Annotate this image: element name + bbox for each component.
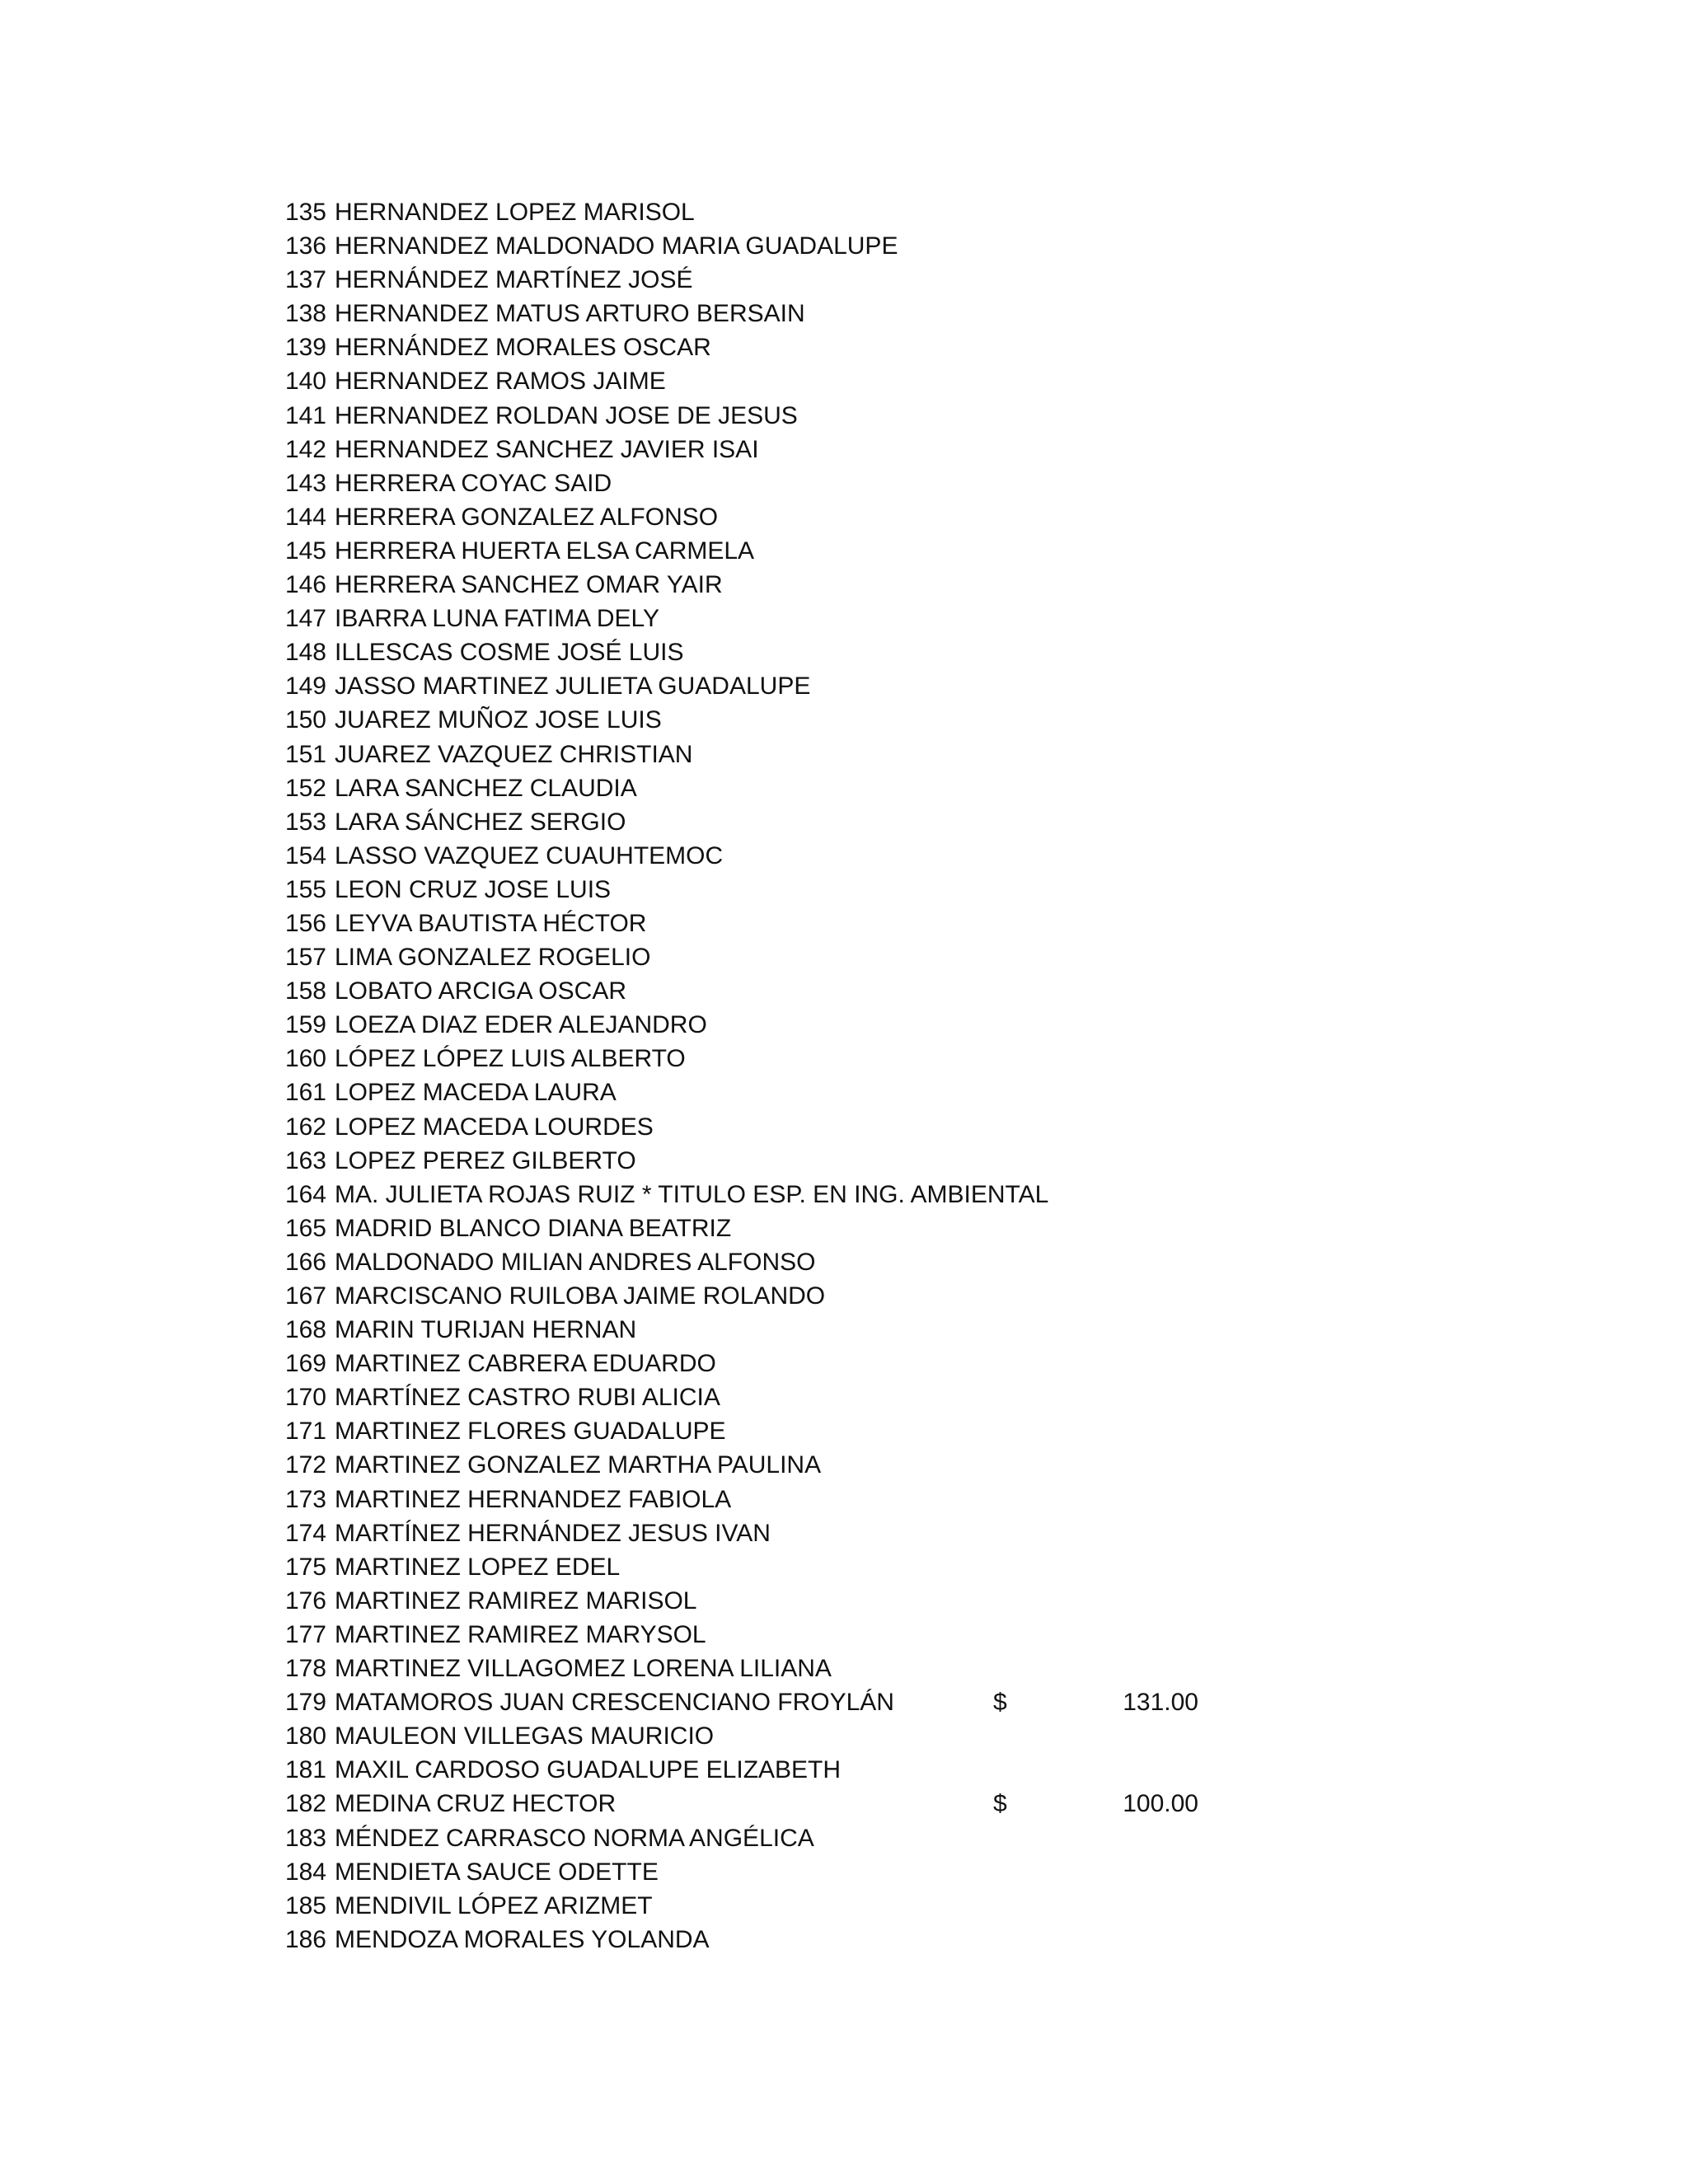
- row-name: HERRERA HUERTA ELSA CARMELA: [335, 537, 755, 565]
- list-item: [275, 229, 1264, 263]
- name-list: [275, 195, 1264, 1957]
- row-number: 163: [284, 1146, 326, 1174]
- row-number: 168: [284, 1316, 326, 1344]
- list-item: [275, 940, 1264, 974]
- row-number: 176: [284, 1586, 326, 1615]
- list-item: [275, 466, 1264, 500]
- list-item: [275, 195, 1264, 229]
- row-name: MADRID BLANCO DIANA BEATRIZ: [335, 1214, 732, 1242]
- row-number: 161: [284, 1079, 326, 1107]
- row-number: 144: [284, 503, 326, 531]
- row-name: MEDINA CRUZ HECTOR: [335, 1790, 617, 1818]
- row-name: MÉNDEZ CARRASCO NORMA ANGÉLICA: [335, 1824, 814, 1852]
- list-item: [275, 364, 1264, 398]
- row-name: LOBATO ARCIGA OSCAR: [335, 977, 626, 1005]
- list-item: [275, 771, 1264, 805]
- list-item: [275, 1313, 1264, 1347]
- row-number: 158: [284, 977, 326, 1005]
- row-name: MARTINEZ RAMIREZ MARISOL: [335, 1586, 697, 1615]
- row-number: 146: [284, 571, 326, 599]
- row-number: 164: [284, 1180, 326, 1208]
- row-number: 178: [284, 1655, 326, 1683]
- row-name: MENDIETA SAUCE ODETTE: [335, 1858, 659, 1886]
- row-name: LASSO VAZQUEZ CUAUHTEMOC: [335, 841, 724, 869]
- row-number: 138: [284, 300, 326, 328]
- row-name: MATAMOROS JUAN CRESCENCIANO FROYLÁN: [335, 1689, 894, 1717]
- row-number: 160: [284, 1045, 326, 1073]
- row-number: 147: [284, 605, 326, 633]
- row-name: HERNÁNDEZ MORALES OSCAR: [335, 334, 711, 362]
- list-item: [275, 1347, 1264, 1380]
- list-item: [275, 1110, 1264, 1144]
- row-number: 150: [284, 706, 326, 734]
- row-number: 137: [284, 266, 326, 294]
- row-number: 151: [284, 740, 326, 768]
- row-number: 154: [284, 841, 326, 869]
- list-item: [275, 873, 1264, 907]
- row-name: MARTINEZ FLORES GUADALUPE: [335, 1418, 726, 1446]
- list-item: [275, 433, 1264, 466]
- row-name: MARTINEZ VILLAGOMEZ LORENA LILIANA: [335, 1655, 832, 1683]
- row-name: LIMA GONZALEZ ROGELIO: [335, 944, 651, 972]
- list-item: [275, 1855, 1264, 1889]
- row-number: 143: [284, 469, 326, 497]
- list-item: [275, 1923, 1264, 1957]
- list-item: [275, 1719, 1264, 1753]
- row-name: LEON CRUZ JOSE LUIS: [335, 875, 612, 903]
- row-number: 152: [284, 774, 326, 802]
- row-number: 156: [284, 909, 326, 937]
- row-name: MARTINEZ GONZALEZ MARTHA PAULINA: [335, 1451, 822, 1479]
- row-number: 171: [284, 1418, 326, 1446]
- row-name: LOPEZ PEREZ GILBERTO: [335, 1146, 636, 1174]
- list-item: [275, 805, 1264, 839]
- row-number: 139: [284, 334, 326, 362]
- row-name: HERNANDEZ ROLDAN JOSE DE JESUS: [335, 401, 798, 429]
- row-name: MARIN TURIJAN HERNAN: [335, 1316, 637, 1344]
- list-item: [275, 1550, 1264, 1584]
- row-name: MENDOZA MORALES YOLANDA: [335, 1925, 710, 1953]
- list-item: [275, 1516, 1264, 1550]
- list-item: [275, 1787, 1264, 1821]
- row-number: 177: [284, 1620, 326, 1648]
- row-number: 183: [284, 1824, 326, 1852]
- row-name: MARTINEZ CABRERA EDUARDO: [335, 1350, 716, 1378]
- list-item: [275, 907, 1264, 940]
- row-number: 140: [284, 368, 326, 396]
- row-name: HERNANDEZ LOPEZ MARISOL: [335, 199, 695, 226]
- row-number: 182: [284, 1790, 326, 1818]
- row-number: 145: [284, 537, 326, 565]
- amount-value: 131.00: [1123, 1689, 1198, 1717]
- row-name: JUAREZ VAZQUEZ CHRISTIAN: [335, 740, 693, 768]
- list-item: [275, 738, 1264, 771]
- row-name: LOEZA DIAZ EDER ALEJANDRO: [335, 1011, 707, 1039]
- row-number: 155: [284, 875, 326, 903]
- row-number: 181: [284, 1756, 326, 1784]
- list-item: [275, 1144, 1264, 1178]
- row-number: 165: [284, 1214, 326, 1242]
- list-item: [275, 330, 1264, 364]
- list-item: [275, 297, 1264, 330]
- list-item: [275, 1245, 1264, 1279]
- list-item: [275, 1212, 1264, 1245]
- amount-value: 100.00: [1123, 1790, 1198, 1818]
- list-item: [275, 1414, 1264, 1448]
- row-number: 162: [284, 1113, 326, 1141]
- row-number: 159: [284, 1011, 326, 1039]
- row-name: HERNANDEZ RAMOS JAIME: [335, 368, 666, 396]
- row-number: 175: [284, 1553, 326, 1581]
- row-number: 141: [284, 401, 326, 429]
- list-item: [275, 1584, 1264, 1618]
- list-item: [275, 568, 1264, 602]
- row-name: MARTINEZ LOPEZ EDEL: [335, 1553, 621, 1581]
- list-item: [275, 1889, 1264, 1923]
- list-item: [275, 635, 1264, 669]
- row-name: HERNÁNDEZ MARTÍNEZ JOSÉ: [335, 266, 693, 294]
- list-item: [275, 1178, 1264, 1212]
- row-number: 174: [284, 1519, 326, 1547]
- list-item: [275, 669, 1264, 703]
- list-item: [275, 1685, 1264, 1719]
- row-number: 180: [284, 1722, 326, 1750]
- currency-symbol: $: [993, 1689, 1007, 1717]
- row-number: 157: [284, 944, 326, 972]
- row-name: LEYVA BAUTISTA HÉCTOR: [335, 909, 647, 937]
- row-name: HERNANDEZ MALDONADO MARIA GUADALUPE: [335, 232, 898, 260]
- row-name: HERNANDEZ MATUS ARTURO BERSAIN: [335, 300, 805, 328]
- row-name: MALDONADO MILIAN ANDRES ALFONSO: [335, 1248, 816, 1276]
- row-number: 148: [284, 639, 326, 667]
- row-name: LOPEZ MACEDA LOURDES: [335, 1113, 654, 1141]
- row-number: 186: [284, 1925, 326, 1953]
- list-item: [275, 1042, 1264, 1076]
- row-name: LARA SÁNCHEZ SERGIO: [335, 808, 626, 836]
- row-number: 135: [284, 199, 326, 226]
- list-item: [275, 703, 1264, 737]
- row-name: MARTÍNEZ HERNÁNDEZ JESUS IVAN: [335, 1519, 771, 1547]
- list-item: [275, 1483, 1264, 1516]
- list-item: [275, 839, 1264, 873]
- list-item: [275, 1821, 1264, 1855]
- row-number: 172: [284, 1451, 326, 1479]
- row-name: MAXIL CARDOSO GUADALUPE ELIZABETH: [335, 1756, 842, 1784]
- row-number: 149: [284, 673, 326, 701]
- list-item: [275, 399, 1264, 433]
- list-item: [275, 500, 1264, 534]
- row-name: JUAREZ MUÑOZ JOSE LUIS: [335, 706, 662, 734]
- list-item: [275, 1753, 1264, 1787]
- row-name: MAULEON VILLEGAS MAURICIO: [335, 1722, 715, 1750]
- list-item: [275, 1380, 1264, 1414]
- row-number: 179: [284, 1689, 326, 1717]
- row-number: 185: [284, 1891, 326, 1919]
- row-name: MARTINEZ HERNANDEZ FABIOLA: [335, 1485, 732, 1513]
- row-name: MA. JULIETA ROJAS RUIZ * TITULO ESP. EN ING. AMBIENTAL: [335, 1180, 1049, 1208]
- row-number: 170: [284, 1384, 326, 1412]
- row-number: 166: [284, 1248, 326, 1276]
- row-name: HERRERA GONZALEZ ALFONSO: [335, 503, 719, 531]
- list-item: [275, 534, 1264, 568]
- row-name: MARTINEZ RAMIREZ MARYSOL: [335, 1620, 706, 1648]
- row-number: 184: [284, 1858, 326, 1886]
- row-name: LOPEZ MACEDA LAURA: [335, 1079, 617, 1107]
- row-name: MARTÍNEZ CASTRO RUBI ALICIA: [335, 1384, 720, 1412]
- row-name: MENDIVIL LÓPEZ ARIZMET: [335, 1891, 653, 1919]
- row-name: HERRERA COYAC SAID: [335, 469, 612, 497]
- row-number: 167: [284, 1282, 326, 1310]
- list-item: [275, 602, 1264, 635]
- list-item: [275, 974, 1264, 1008]
- row-name: ILLESCAS COSME JOSÉ LUIS: [335, 639, 684, 667]
- row-name: JASSO MARTINEZ JULIETA GUADALUPE: [335, 673, 811, 701]
- row-number: 169: [284, 1350, 326, 1378]
- list-item: [275, 263, 1264, 297]
- row-name: LÓPEZ LÓPEZ LUIS ALBERTO: [335, 1045, 686, 1073]
- row-number: 173: [284, 1485, 326, 1513]
- row-number: 142: [284, 435, 326, 463]
- row-name: LARA SANCHEZ CLAUDIA: [335, 774, 637, 802]
- currency-symbol: $: [993, 1790, 1007, 1818]
- list-item: [275, 1448, 1264, 1482]
- row-name: IBARRA LUNA FATIMA DELY: [335, 605, 660, 633]
- row-number: 153: [284, 808, 326, 836]
- list-item: [275, 1279, 1264, 1313]
- list-item: [275, 1618, 1264, 1652]
- list-item: [275, 1008, 1264, 1042]
- list-item: [275, 1076, 1264, 1109]
- row-number: 136: [284, 232, 326, 260]
- list-item: [275, 1652, 1264, 1685]
- row-name: HERNANDEZ SANCHEZ JAVIER ISAI: [335, 435, 759, 463]
- row-name: HERRERA SANCHEZ OMAR YAIR: [335, 571, 723, 599]
- row-name: MARCISCANO RUILOBA JAIME ROLANDO: [335, 1282, 826, 1310]
